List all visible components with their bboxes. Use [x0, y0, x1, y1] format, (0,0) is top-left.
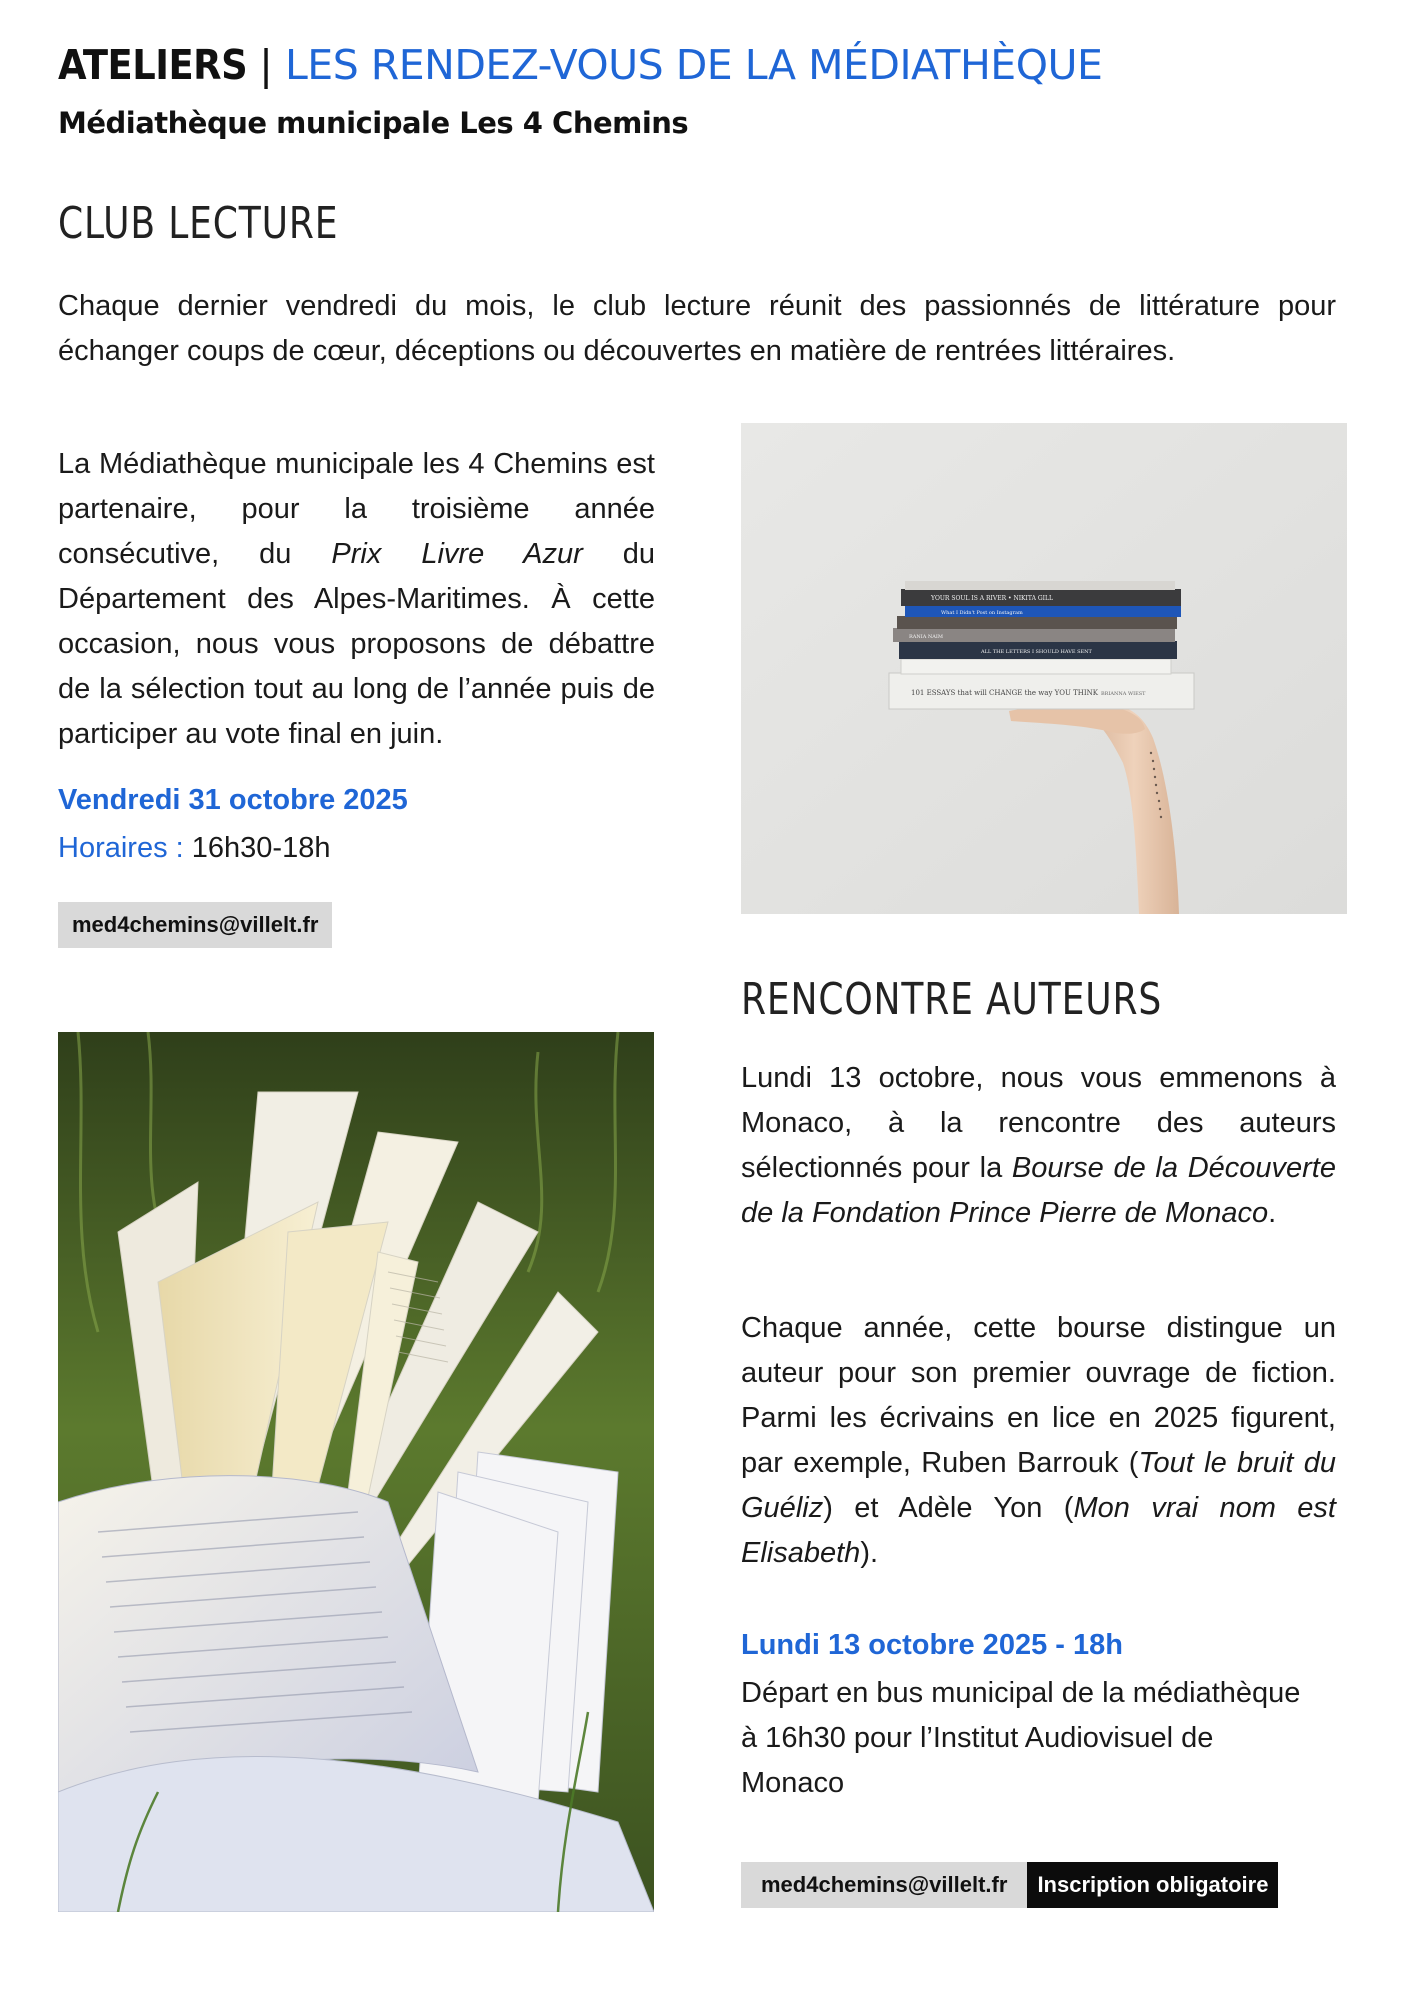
rencontre-details: [741, 1306, 1336, 1576]
rencontre-intro-a: Lundi 13 octobre, nous vous emmenons à Monaco, à la rencontre des auteurs sélectionnés pour la: [741, 1062, 1336, 1184]
book-spine-2: What I Didn't Post on Instagram: [941, 610, 1023, 616]
rencontre-contact-bar: [741, 1862, 1278, 1908]
rencontre-book-2: Mon vrai nom est Elisabeth: [741, 1492, 1336, 1569]
club-partner-text: [58, 442, 655, 757]
title-prefix: ATELIERS: [58, 41, 248, 89]
club-partner-b: du Département des Alpes-Maritimes. À cette occasion, nous vous proposons de débattre de la sélection tout au long de l’année puis de participer au vote final en juin.: [58, 538, 655, 750]
rencontre-details-c: ).: [860, 1537, 879, 1569]
club-hours: [58, 826, 330, 871]
books-stack-illustration: [741, 423, 1347, 914]
title-separator: |: [259, 41, 273, 89]
rencontre-heading: RENCONTRE AUTEURS: [741, 974, 1163, 1025]
open-book-illustration: [58, 1032, 654, 1912]
book-spine-5: 101 ESSAYS that will CHANGE the way YOU THINK: [911, 689, 1099, 697]
club-date: Vendredi 31 octobre 2025: [58, 784, 408, 816]
club-hours-value: 16h30-18h: [191, 832, 331, 864]
club-prize-name: Prix Livre Azur: [331, 538, 583, 570]
books-stack-photo: [741, 423, 1347, 914]
open-book-grass-photo: [58, 1032, 654, 1912]
club-email-link[interactable]: med4chemins@villelt.fr: [58, 902, 332, 948]
rencontre-intro-b: .: [1268, 1197, 1277, 1229]
club-heading: CLUB LECTURE: [58, 198, 339, 249]
book-spine-4: ALL THE LETTERS I SHOULD HAVE SENT: [981, 649, 1092, 655]
book-spine-3: RANIA NAIM: [909, 634, 944, 640]
rencontre-book-1: Tout le bruit du Guéliz: [741, 1447, 1336, 1524]
club-intro: Chaque dernier vendredi du mois, le club lecture réunit des passionnés de littérature pour échanger coups de cœur, déceptions ou découvertes en matière de rentrées littéraires.: [58, 290, 1336, 367]
rencontre-bus-info: Départ en bus municipal de la médiathèque à 16h30 pour l’Institut Audiovisuel de Monaco: [741, 1677, 1301, 1799]
rencontre-email-link[interactable]: med4chemins@villelt.fr: [741, 1862, 1027, 1908]
rencontre-award-name: Bourse de la Découverte de la Fondation Prince Pierre de Monaco: [741, 1152, 1336, 1229]
rencontre-details-b: ) et Adèle Yon (: [823, 1492, 1074, 1524]
registration-badge: Inscription obligatoire: [1027, 1862, 1278, 1908]
club-hours-label: Horaires :: [58, 832, 184, 864]
book-spine-6: BRIANNA WIEST: [1101, 691, 1146, 697]
book-spine-1: YOUR SOUL IS A RIVER • NIKITA GILL: [931, 595, 1053, 602]
club-partner-a: La Médiathèque municipale les 4 Chemins est partenaire, pour la troisième année consécutive, du: [58, 448, 655, 570]
page-title: [58, 40, 1102, 90]
rencontre-intro: [741, 1056, 1336, 1236]
page-subtitle: Médiathèque municipale Les 4 Chemins: [58, 106, 689, 140]
rencontre-date: Lundi 13 octobre 2025 - 18h: [741, 1629, 1123, 1661]
rencontre-details-a: Chaque année, cette bourse distingue un auteur pour son premier ouvrage de fiction. Parmi les écrivains en lice en 2025 figurent, par exemple, Ruben Barrouk (: [741, 1312, 1336, 1479]
title-main: LES RENDEZ-VOUS DE LA MÉDIATHÈQUE: [284, 41, 1103, 89]
